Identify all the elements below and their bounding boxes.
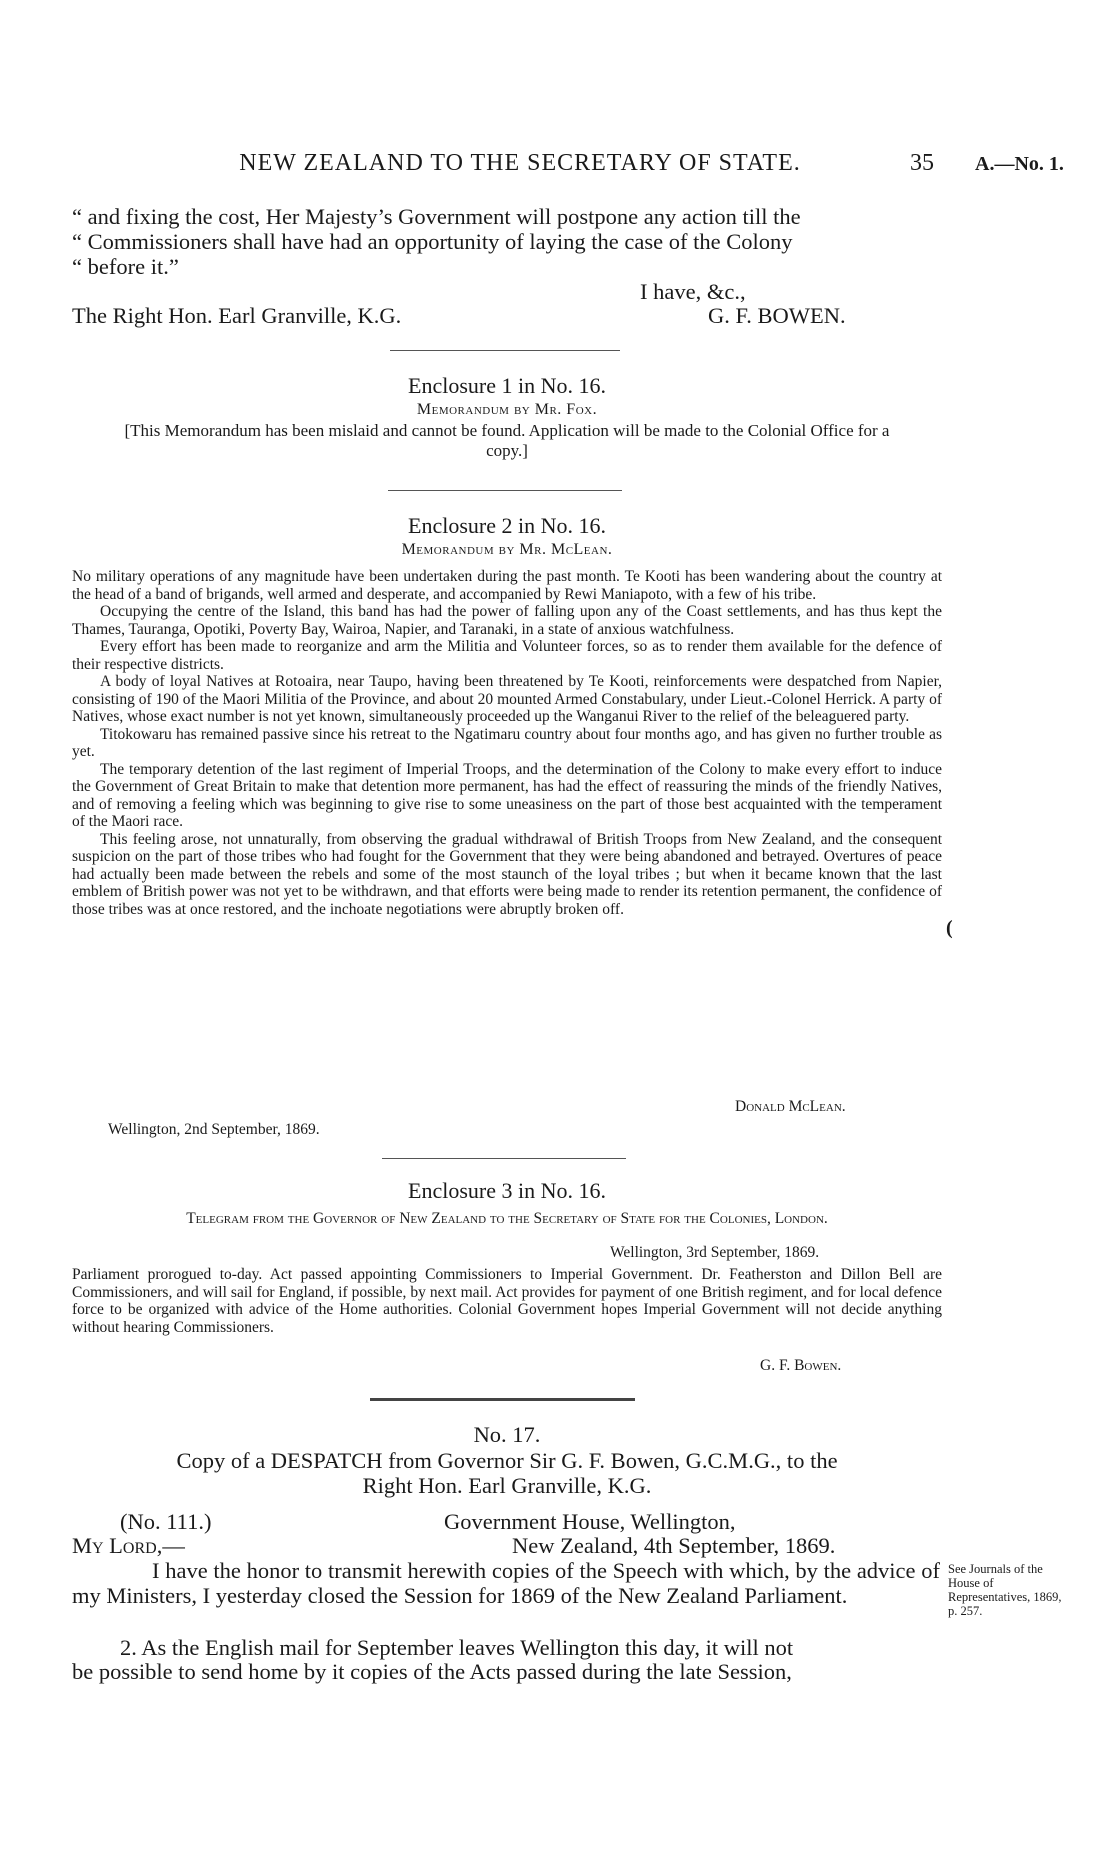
no17-date: New Zealand, 4th September, 1869. [512, 1533, 836, 1558]
enclosure-1-note: [This Memorandum has been mislaid and cannot be found. Application will be made to the Colonial Office for a copy.] [124, 421, 890, 460]
section-divider [382, 1158, 626, 1159]
no17-paragraph-2-line: be possible to send home by it copies of the Acts passed during the late Session, [72, 1659, 792, 1684]
enclosure-2-signature: Donald McLean. [735, 1098, 846, 1115]
no17-paragraph-1 [72, 1558, 940, 1608]
body-paragraph: A body of loyal Natives at Rotoaira, near Taupo, having been threatened by Te Kooti, reinforcements were despatched from Napier, consisting of 190 of the Maori Militia of the Province, and about 20 mounted Armed Constabulary, under Lieut.-Colonel Herrick. A party of Natives, whose exact number is not yet known, simultaneously proceeded up the Wanganui River to the relief of the beleaguered party. [72, 673, 942, 725]
letter-line: “ and fixing the cost, Her Majesty’s Government will postpone any action till the [72, 204, 801, 229]
enclosure-1 [72, 373, 942, 461]
header-title: NEW ZEALAND TO THE SECRETARY OF STATE. [239, 150, 801, 176]
document-reference: A.—No. 1. [975, 153, 1064, 175]
letter-addressee: The Right Hon. Earl Granville, K.G. [72, 303, 402, 328]
body-paragraph: Every effort has been made to reorganize and arm the Militia and Volunteer forces, so as to render them available for the defence of their respective districts. [72, 638, 942, 673]
letter-continuation [72, 204, 942, 279]
no17-title-line: Copy of a DESPATCH from Governor Sir G. F. Bowen, G.C.M.G., to the [176, 1448, 838, 1473]
letter-line: “ before it.” [72, 254, 179, 279]
section-divider-heavy [370, 1398, 635, 1401]
enclosure-1-subheading: Memorandum by Mr. Fox. [416, 401, 598, 418]
page-number: 35 [910, 150, 934, 176]
no17-paragraph-2-line: 2. As the English mail for September leaves Wellington this day, it will not [120, 1635, 794, 1660]
margin-bracket: ( [946, 917, 953, 939]
no17-title-line: Right Hon. Earl Granville, K.G. [362, 1473, 652, 1498]
no17-title [72, 1448, 942, 1498]
margin-note: See Journals of the House of Representatives, 1869, p. 257. [948, 1562, 1062, 1618]
body-paragraph: I have the honor to transmit herewith copies of the Speech with which, by the advice of my Ministers, I yesterday closed the Session for 1869 of the New Zealand Parliament. [72, 1558, 940, 1608]
letter-closing: I have, &c., [640, 279, 746, 304]
body-paragraph: This feeling arose, not unnaturally, from observing the gradual withdrawal of British Troops from New Zealand, and the consequent suspicion on the part of those tribes who had fought for the Government that they were being abandoned and betrayed. Overtures of peace had actually been made between the rebels and some of the most staunch of the loyal tribes ; but when it became known that the last emblem of British power was not yet to be withdrawn, and that efforts were being made to render its retention permanent, the confidence of those tribes was at once restored, and the inchoate negotiations were abruptly broken off. [72, 830, 942, 918]
enclosure-3-dateline: Wellington, 3rd September, 1869. [610, 1244, 820, 1261]
body-paragraph: Titokowaru has remained passive since his retreat to the Ngatimaru country about four months ago, and has given no further trouble as yet. [72, 725, 942, 760]
no17-place: Government House, Wellington, [444, 1509, 736, 1534]
enclosure-1-heading: Enclosure 1 in No. 16. [408, 373, 606, 398]
enclosure-2-dateline: Wellington, 2nd September, 1869. [108, 1121, 320, 1138]
enclosure-2-heading: Enclosure 2 in No. 16. [408, 513, 606, 538]
letter-line: “ Commissioners shall have had an opportunity of laying the case of the Colony [72, 229, 793, 254]
enclosure-2-title-block [72, 513, 942, 559]
letter-signature: G. F. BOWEN. [708, 303, 846, 328]
running-header [0, 150, 1114, 182]
enclosure-3-subheading: Telegram from the Governor of New Zealand to the Secretary of State for the Colonies, London. [186, 1210, 828, 1227]
body-paragraph: Occupying the centre of the Island, this band has had the power of falling upon any of the Coast settlements, and has thus kept the Thames, Tauranga, Opotiki, Poverty Bay, Wairoa, Napier, and Taranaki, in a state of anxious watchfulness. [72, 603, 942, 638]
section-divider [388, 490, 622, 491]
enclosure-3-title-block [72, 1178, 942, 1228]
body-paragraph: No military operations of any magnitude have been undertaken during the past month. Te Kooti has been wandering about the country at the head of a band of brigands, well armed and desperate, and accompanied by Rewi Maniapoto, with a few of his tribe. [72, 568, 942, 603]
enclosure-2-subheading: Memorandum by Mr. McLean. [401, 541, 613, 558]
enclosure-3-body: Parliament prorogued to-day. Act passed appointing Commissioners to Imperial Government. Dr. Featherston and Dillon Bell are Commissioners, and will sail for England, if possible, by next mail. Act provides for payment of one British regiment, and for local defence force to be organized with advice of the Home authorities. Colonial Government hopes Imperial Government will not decide anything without hearing Commissioners. [72, 1266, 942, 1336]
body-paragraph: The temporary detention of the last regiment of Imperial Troops, and the determination of the Colony to make every effort to induce the Government of Great Britain to make that detention more permanent, has had the effect of reassuring the minds of the friendly Natives, and of removing a feeling which was beginning to give rise to some uneasiness on the part of those best acquainted with the temperament of the Maori race. [72, 760, 942, 830]
enclosure-3-signature: G. F. Bowen. [760, 1357, 842, 1374]
no17-salutation: My Lord,— [72, 1533, 185, 1558]
enclosure-2-body [72, 568, 942, 918]
no17-heading: No. 17. [473, 1422, 541, 1447]
no17-reference: (No. 111.) [120, 1509, 212, 1534]
enclosure-3-heading: Enclosure 3 in No. 16. [408, 1178, 606, 1203]
section-divider [390, 350, 620, 351]
